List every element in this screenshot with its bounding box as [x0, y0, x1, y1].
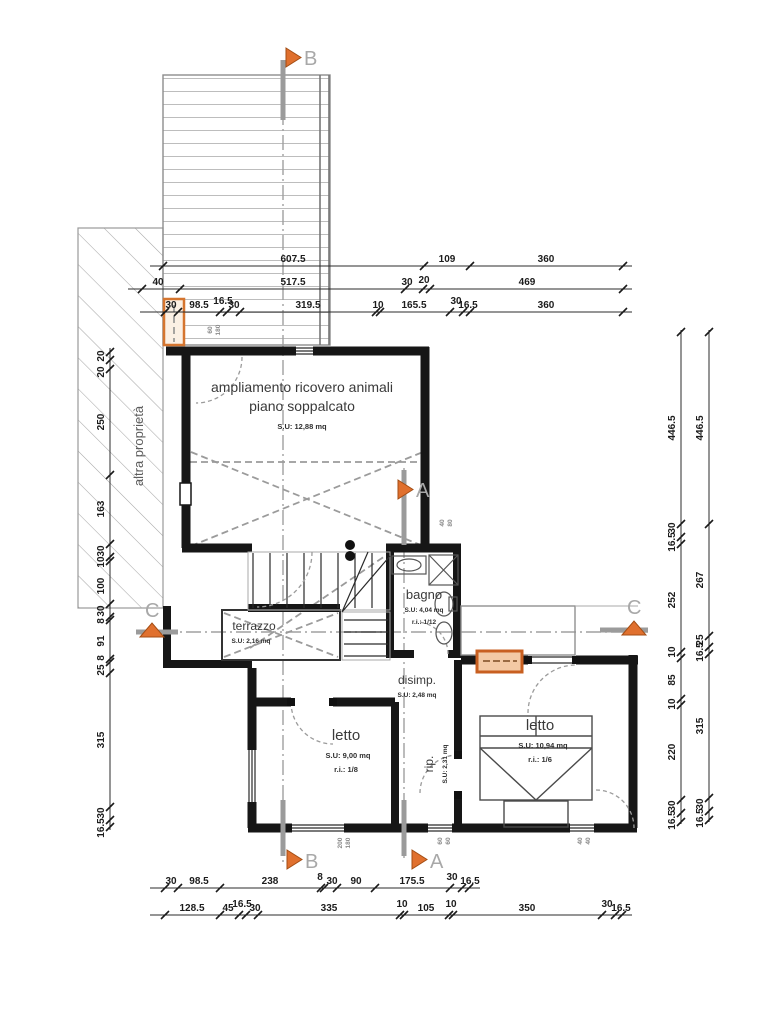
- marker-letter-b-top: B: [304, 48, 318, 70]
- dim-label: 40: [152, 277, 164, 288]
- dim-label: 267: [695, 571, 706, 589]
- label-terrazzo-area: S.U: 2,16 mq: [231, 638, 271, 645]
- dim-label: 8: [96, 618, 107, 624]
- dim-label: 30: [601, 899, 613, 910]
- dim-label: 16.5: [611, 903, 631, 914]
- window-left: [249, 750, 255, 802]
- dim-label: 30: [695, 798, 706, 810]
- label-bagno-ri: r.i.: 1/12: [411, 619, 437, 626]
- window-top: [296, 348, 313, 354]
- dim-label: 30: [249, 903, 261, 914]
- window-bottom-left: [292, 825, 344, 831]
- dim-label: 16.5: [460, 876, 480, 887]
- label-bagno: bagno: [405, 587, 443, 602]
- dim-label: 350: [518, 903, 536, 914]
- neighbor-property-hatch: [78, 228, 163, 608]
- dim-label: 105: [417, 903, 435, 914]
- dim-label: 30: [165, 300, 177, 311]
- label-main-room-line1: ampliamento ricovero animali: [210, 379, 394, 395]
- label-altra-proprieta: altra proprietà: [131, 405, 146, 487]
- window-spec-label: 80: [447, 519, 454, 527]
- door-closet: [596, 790, 634, 828]
- room-labels: [131, 379, 568, 784]
- dim-label: 25: [695, 634, 706, 646]
- dim-label: 10: [396, 899, 408, 910]
- dim-label: 30: [667, 800, 678, 812]
- dim-label: 30: [165, 876, 177, 887]
- door-bagno: [416, 622, 448, 654]
- dim-label: 30: [96, 545, 107, 557]
- dim-label: 16.5: [213, 296, 233, 307]
- marker-letter-a-bottom: A: [430, 851, 444, 873]
- marker-letter-c-right: C: [627, 597, 642, 619]
- dim-label: 8: [317, 872, 323, 883]
- window-spec-label: 40: [585, 837, 592, 845]
- section-marker-b-bottom: [283, 800, 318, 873]
- label-letto-left: letto: [331, 727, 361, 744]
- dim-label: 469: [518, 277, 536, 288]
- dim-label: 10: [372, 300, 384, 311]
- section-marker-a-bottom: [404, 800, 444, 873]
- dim-label: 30: [228, 300, 240, 311]
- label-disimp-area: S.U: 2,48 mq: [397, 692, 437, 699]
- wall-exterior-left-l: [163, 606, 252, 668]
- dim-label: 10: [445, 899, 457, 910]
- label-letto-right-area: S.U: 10,94 mq: [518, 741, 568, 750]
- dim-label: 85: [667, 674, 678, 686]
- dim-label: 607.5: [280, 254, 306, 265]
- dim-label: 30: [446, 872, 458, 883]
- rug: [504, 801, 568, 827]
- window-bottom-right: [570, 825, 594, 831]
- dim-label: 10: [667, 698, 678, 710]
- marker-letter-b-bottom: B: [305, 851, 319, 873]
- dim-label: 16.5: [667, 532, 678, 552]
- door-letto-right: [528, 665, 576, 713]
- dim-label: 16.5: [695, 808, 706, 828]
- door-frame-letto-right: [528, 657, 576, 663]
- label-main-room-line2: piano soppalcato: [249, 398, 355, 414]
- dim-label: 16.5: [667, 810, 678, 830]
- dim-label: 238: [261, 876, 279, 887]
- window-spec-label: 200: [337, 837, 344, 849]
- walls: [163, 347, 638, 828]
- dim-label: 109: [438, 254, 456, 265]
- label-letto-left-area: S.U: 9,00 mq: [325, 751, 371, 760]
- dim-label: 360: [537, 254, 555, 265]
- dim-label: 128.5: [179, 903, 205, 914]
- dim-label: 98.5: [189, 876, 209, 887]
- section-marker-c-right: [600, 597, 648, 635]
- dim-label: 315: [96, 731, 107, 749]
- window-spec-label: 180: [215, 324, 222, 336]
- dim-label: 517.5: [280, 277, 306, 288]
- wall-niche: [180, 483, 191, 505]
- window-spec-label: 60: [437, 837, 444, 845]
- window-spec-label: 180: [345, 837, 352, 849]
- dim-label: 250: [96, 413, 107, 431]
- dim-label: 8: [96, 655, 107, 661]
- dim-label: 45: [222, 903, 234, 914]
- window-spec-label: 60: [207, 326, 214, 334]
- dim-label: 30: [450, 296, 462, 307]
- dim-label: 165.5: [401, 300, 427, 311]
- dim-label: 20: [418, 275, 430, 286]
- dim-label: 100: [96, 577, 107, 595]
- marker-letter-c-left: C: [145, 600, 160, 622]
- label-main-room-area: S.U: 12,88 mq: [277, 422, 327, 431]
- window-spec-label: 40: [439, 519, 446, 527]
- label-letto-left-ri: r.i.: 1/8: [334, 765, 358, 774]
- door-pivot: [287, 698, 295, 706]
- dim-label: 98.5: [189, 300, 209, 311]
- dim-label: 220: [667, 743, 678, 761]
- label-terrazzo: terrazzo: [232, 619, 276, 633]
- label-rip-area: S.U: 2,31 mq: [442, 744, 449, 784]
- label-rip: rip.: [422, 755, 436, 773]
- dim-label: 90: [350, 876, 362, 887]
- dim-label: 16.5: [695, 642, 706, 662]
- dim-label: 360: [537, 300, 555, 311]
- label-disimp: disimp.: [397, 673, 437, 687]
- dim-label: 30: [667, 522, 678, 534]
- dim-label: 30: [326, 876, 338, 887]
- bidet: [436, 622, 452, 644]
- dim-label: 30: [401, 277, 413, 288]
- dim-label: 20: [96, 350, 107, 362]
- dim-label: 163: [96, 500, 107, 518]
- window-spec-label: 40: [577, 837, 584, 845]
- dim-label: 446.5: [695, 415, 706, 441]
- dim-label: 16.5: [96, 818, 107, 838]
- label-letto-right: letto: [525, 717, 555, 734]
- dim-label: 16.5: [458, 300, 478, 311]
- dim-label: 319.5: [295, 300, 321, 311]
- stair-newel: [345, 540, 355, 550]
- marker-letter-a-mid: A: [416, 480, 430, 502]
- dim-label: 175.5: [399, 876, 425, 887]
- dim-label: 315: [695, 717, 706, 735]
- label-letto-right-ri: r.i.: 1/6: [528, 755, 552, 764]
- dim-label: 30: [96, 807, 107, 819]
- dim-label: 10: [667, 646, 678, 658]
- window-spec-label: 60: [445, 837, 452, 845]
- dim-label: 20: [96, 366, 107, 378]
- dim-label: 446.5: [667, 415, 678, 441]
- dim-label: 16.5: [232, 899, 252, 910]
- dim-label: 30: [96, 605, 107, 617]
- door-letto-left: [291, 702, 333, 744]
- label-bagno-area: S.U: 4,04 mq: [404, 607, 444, 614]
- dim-label: 252: [667, 591, 678, 609]
- dim-label: 91: [96, 635, 107, 647]
- dim-label: 10: [96, 556, 107, 568]
- window-bottom-mid: [428, 825, 452, 831]
- dim-label: 335: [320, 903, 338, 914]
- dim-label: 25: [96, 664, 107, 676]
